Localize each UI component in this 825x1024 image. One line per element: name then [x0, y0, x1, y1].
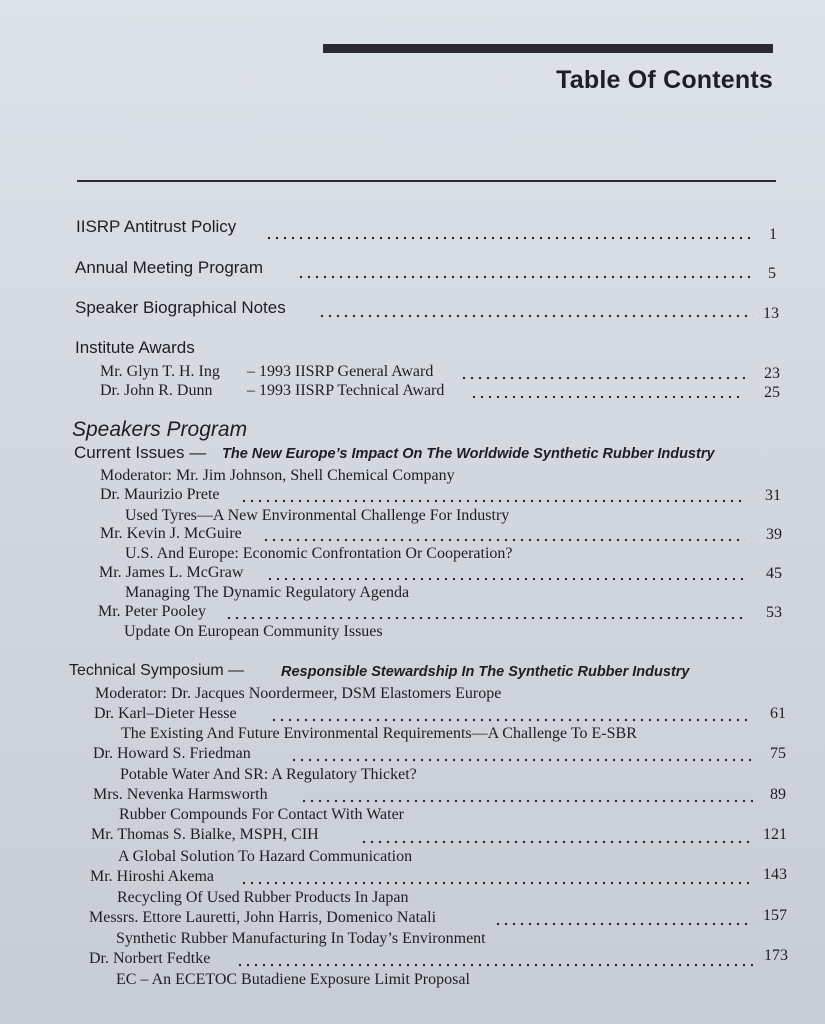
talk-title: Synthetic Rubber Manufacturing In Today’s Environment: [116, 930, 486, 947]
talk-title: Potable Water And SR: A Regulatory Thicket?: [120, 766, 417, 783]
speaker-name: Dr. Norbert Fedtke: [89, 950, 211, 967]
dot-leader: [240, 499, 745, 503]
award-recipient: Dr. John R. Dunn: [100, 382, 213, 399]
dot-leader: [318, 314, 753, 318]
talk-title: A Global Solution To Hazard Communication: [118, 848, 413, 865]
speaker-name: Dr. Maurizio Prete: [100, 486, 220, 503]
page-number: 61: [770, 705, 786, 722]
dot-leader: [266, 577, 745, 581]
toc-entry-antitrust: IISRP Antitrust Policy: [76, 217, 237, 236]
speaker-name: Mr. Peter Pooley: [98, 603, 206, 620]
talk-title: Recycling Of Used Rubber Products In Japan: [117, 889, 409, 906]
page-number: 89: [770, 786, 786, 803]
award-title: – 1993 IISRP Technical Award: [247, 382, 445, 399]
talk-title: U.S. And Europe: Economic Confrontation Or Cooperation?: [125, 545, 513, 562]
page-number: 1: [769, 226, 777, 243]
section-heading-awards: Institute Awards: [75, 338, 195, 357]
page-number: 23: [764, 365, 780, 382]
speaker-name: Mr. Thomas S. Bialke, MSPH, CIH: [91, 826, 319, 843]
speaker-name: Mr. Kevin J. McGuire: [100, 525, 242, 542]
speaker-name: Mrs. Nevenka Harmsworth: [93, 786, 268, 803]
speaker-name: Messrs. Ettore Lauretti, John Harris, Domenico Natali: [89, 909, 437, 926]
session-title-technical-symposium: Technical Symposium —: [69, 662, 245, 679]
section-heading-speakers-program: Speakers Program: [72, 418, 248, 441]
dot-leader: [240, 881, 753, 885]
dot-leader: [300, 799, 753, 803]
dot-leader: [236, 963, 753, 967]
award-title: – 1993 IISRP General Award: [247, 363, 434, 380]
page-number: 31: [765, 487, 781, 504]
toc-entry-biographical-notes: Speaker Biographical Notes: [75, 298, 286, 317]
dot-leader: [470, 395, 745, 399]
talk-title: Rubber Compounds For Contact With Water: [119, 806, 405, 823]
page-number: 5: [768, 265, 776, 282]
page-number: 75: [770, 745, 786, 762]
page-number: 157: [763, 907, 787, 924]
speaker-name: Dr. Karl–Dieter Hesse: [94, 705, 237, 722]
dot-leader: [270, 718, 753, 722]
talk-title: Managing The Dynamic Regulatory Agenda: [125, 584, 410, 601]
page-number: 143: [763, 866, 787, 883]
page-number: 13: [763, 305, 779, 322]
page-number: 39: [766, 526, 782, 543]
dot-leader: [290, 758, 753, 762]
page-number: 25: [764, 384, 780, 401]
talk-title: Update On European Community Issues: [124, 623, 383, 640]
talk-title: Used Tyres—A New Environmental Challenge For Industry: [125, 507, 510, 524]
speaker-name: Mr. Hiroshi Akema: [90, 868, 214, 885]
top-rule: [323, 44, 773, 53]
dot-leader: [297, 275, 753, 279]
moderator-line: Moderator: Mr. Jim Johnson, Shell Chemical Company: [100, 467, 455, 484]
dot-leader: [494, 922, 753, 926]
page-number: 45: [766, 565, 782, 582]
session-subtitle-technical-symposium: Responsible Stewardship In The Synthetic Rubber Industry: [281, 664, 690, 680]
session-title-current-issues: Current Issues —: [74, 443, 207, 462]
moderator-line: Moderator: Dr. Jacques Noordermeer, DSM Elastomers Europe: [95, 685, 502, 702]
speaker-name: Mr. James L. McGraw: [99, 564, 244, 581]
talk-title: The Existing And Future Environmental Requirements—A Challenge To E-SBR: [121, 725, 637, 742]
page-number: 121: [763, 826, 787, 843]
session-subtitle-current-issues: The New Europe’s Impact On The Worldwide Synthetic Rubber Industry: [222, 446, 715, 462]
dot-leader: [262, 538, 745, 542]
page-title: Table Of Contents: [556, 66, 773, 94]
page-number: 53: [766, 604, 782, 621]
dot-leader: [265, 236, 753, 240]
dot-leader: [360, 840, 753, 844]
page-number: 173: [764, 947, 788, 964]
speaker-name: Dr. Howard S. Friedman: [93, 745, 251, 762]
dot-leader: [225, 616, 745, 620]
divider-rule: [77, 180, 776, 182]
award-recipient: Mr. Glyn T. H. Ing: [100, 363, 220, 380]
dot-leader: [460, 376, 745, 380]
talk-title: EC – An ECETOC Butadiene Exposure Limit Proposal: [116, 971, 470, 988]
toc-entry-meeting-program: Annual Meeting Program: [75, 258, 264, 277]
